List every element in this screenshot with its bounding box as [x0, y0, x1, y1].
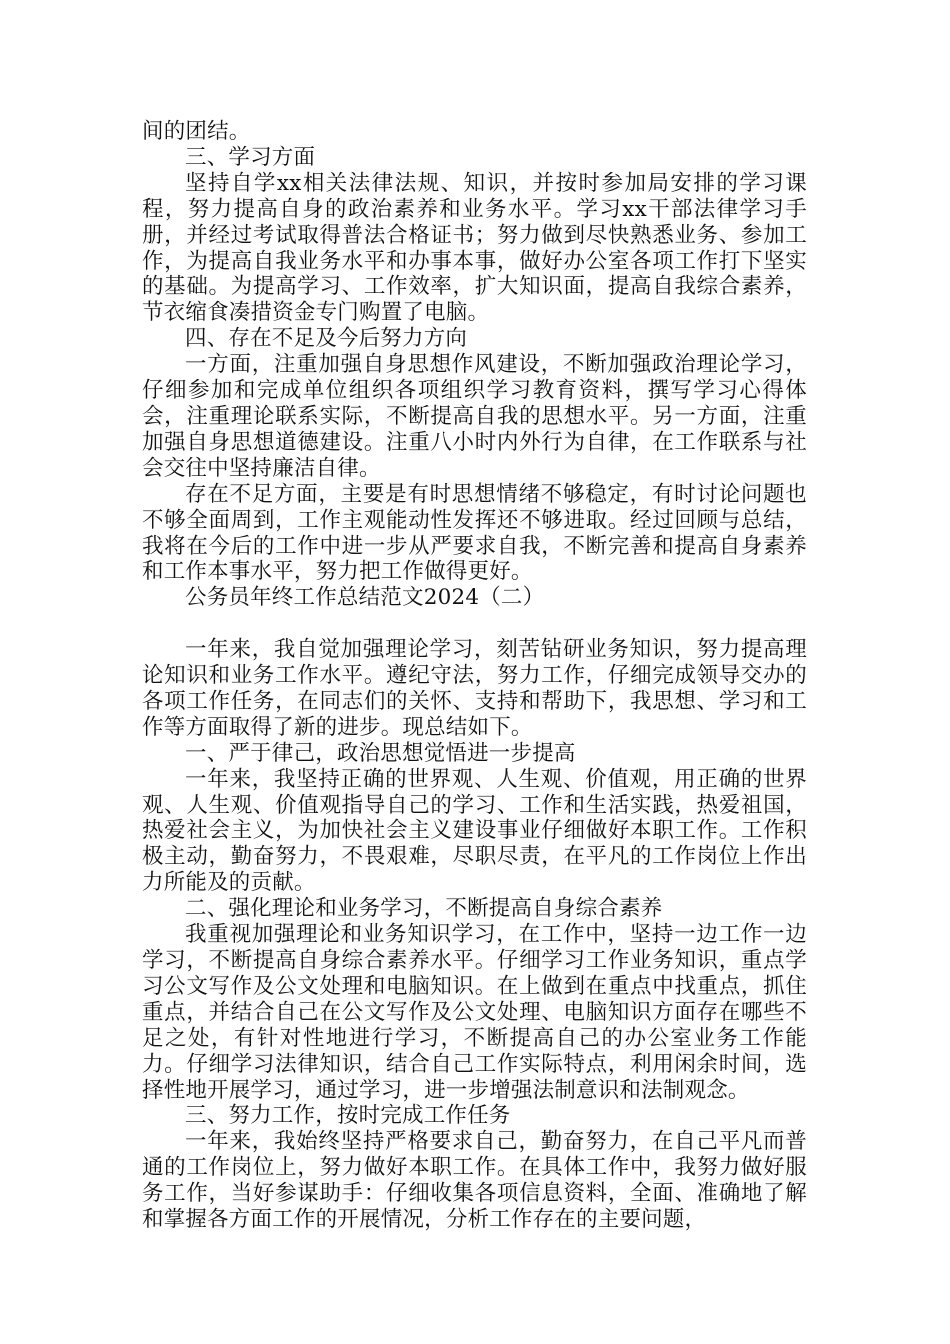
section-heading-work: 三、努力工作，按时完成工作任务: [185, 1103, 511, 1129]
paragraph-intro: 一年来，我自觉加强理论学习，刻苦钻研业务知识，努力提高理论知识和业务工作水平。遵纪守法，努力工作，仔细完成领导交办的各项工作任务，在同志们的关怀、支持和帮助下，我思想、学习和工作等方面取得了新的进步。现总结如下。: [142, 637, 807, 740]
section-heading-learning: 二、强化理论和业务学习，不断提高自身综合素养: [185, 896, 663, 922]
paragraph-learning: 我重视加强理论和业务知识学习，在工作中，坚持一边工作一边学习，不断提高自身综合素养水平。仔细学习工作业务知识，重点学习公文写作及公文处理和电脑知识。在上做到在重点中找重点，抓住重点，并结合自己在公文写作及公文处理、电脑知识方面存在哪些不足之处，有针对性地进行学习，不断提高自己的办公室业务工作能力。仔细学习法律知识，结合自己工作实际特点，利用闲余时间，选择性地开展学习，通过学习，进一步增强法制意识和法制观念。: [142, 922, 807, 1103]
paragraph-one-aspect: 一方面，注重加强自身思想作风建设，不断加强政治理论学习，仔细参加和完成单位组织各项组织学习教育资料，撰写学习心得体会，注重理论联系实际，不断提高自我的思想水平。另一方面，注重加强自身思想道德建设。注重八小时内外行为自律，在工作联系与社会交往中坚持廉洁自律。: [142, 352, 807, 481]
paragraph-study: 坚持自学xx相关法律法规、知识，并按时参加局安排的学习课程，努力提高自身的政治素养和业务水平。学习xx干部法律学习手册，并经过考试取得普法合格证书；努力做到尽快熟悉业务、参加工作，为提高自我业务水平和办事本事，做好办公室各项工作打下坚实的基础。为提高学习、工作效率，扩大知识面，提高自我综合素养，节衣缩食凑措资金专门购置了电脑。: [142, 170, 807, 326]
paragraph-continuation: 间的团结。: [142, 119, 251, 144]
section-heading-discipline: 一、严于律己，政治思想觉悟进一步提高: [185, 740, 576, 766]
document-subtitle: 公务员年终工作总结范文2024（二）: [185, 585, 545, 611]
paragraph-shortcomings: 存在不足方面，主要是有时思想情绪不够稳定，有时讨论问题也不够全面周到，工作主观能动性发挥还不够进取。经过回顾与总结，我将在今后的工作中进一步从严要求自我，不断完善和提高自身素养和工作本事水平，努力把工作做得更好。: [142, 481, 807, 585]
blank-line: [142, 611, 807, 637]
section-heading-study: 三、学习方面: [185, 144, 316, 170]
document-body: [142, 119, 807, 1233]
paragraph-discipline: 一年来，我坚持正确的世界观、人生观、价值观，用正确的世界观、人生观、价值观指导自己的学习、工作和生活实践，热爱祖国，热爱社会主义，为加快社会主义建设事业仔细做好本职工作。工作积极主动，勤奋努力，不畏艰难，尽职尽责，在平凡的工作岗位上作出力所能及的贡献。: [142, 766, 807, 896]
paragraph-work: 一年来，我始终坚持严格要求自己，勤奋努力，在自己平凡而普通的工作岗位上，努力做好本职工作。在具体工作中，我努力做好服务工作，当好参谋助手：仔细收集各项信息资料，全面、准确地了解和掌握各方面工作的开展情况，分析工作存在的主要问题，: [142, 1129, 807, 1233]
section-heading-shortcomings: 四、存在不足及今后努力方向: [185, 326, 468, 352]
